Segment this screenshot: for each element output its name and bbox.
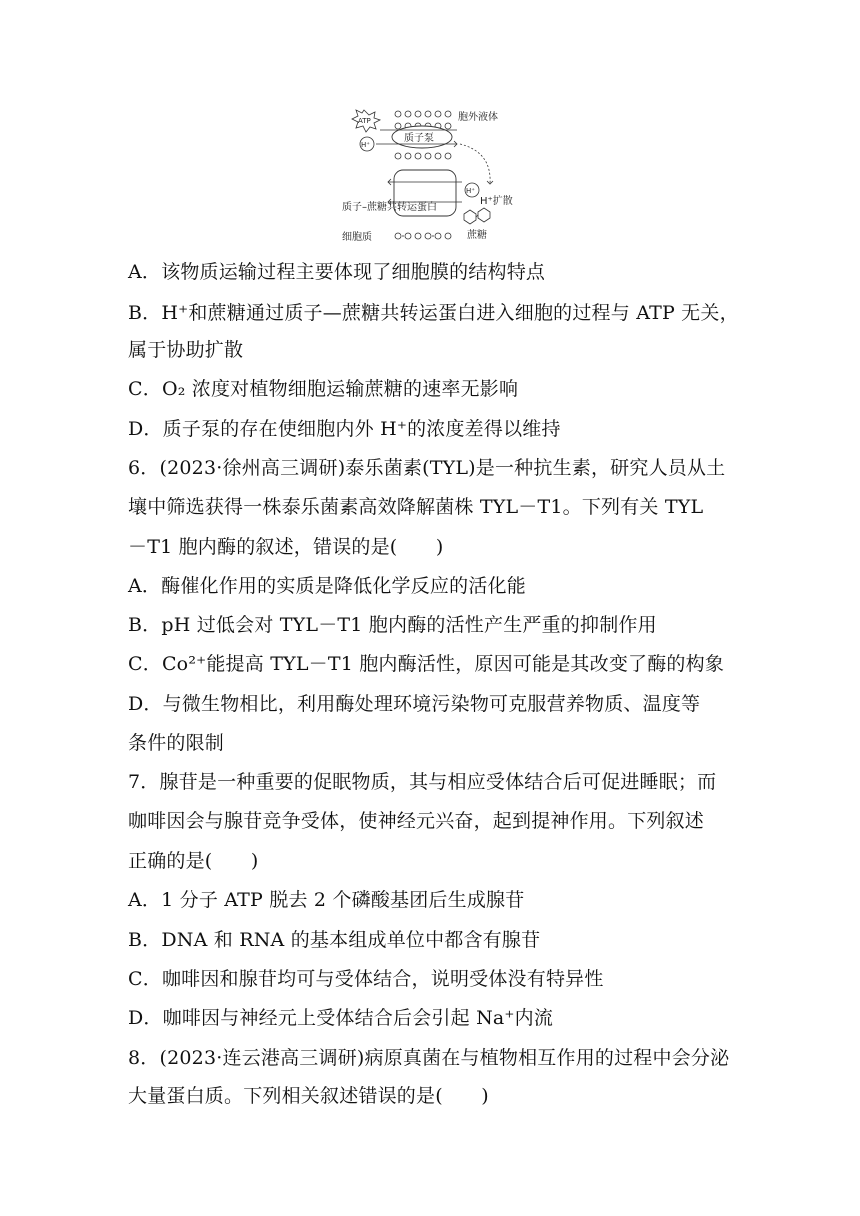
- atp-label: ATP: [358, 117, 371, 125]
- q5-option-d: D．质子泵的存在使细胞内外 H⁺的浓度差得以维持: [128, 418, 561, 440]
- q7-option-b: B．DNA 和 RNA 的基本组成单位中都含有腺苷: [128, 929, 541, 951]
- q5-option-b-cont: 属于协助扩散: [128, 339, 244, 361]
- q7-stem-line-3: 正确的是( ): [128, 850, 259, 872]
- q7-stem-line-2: 咖啡因会与腺苷竞争受体，使神经元兴奋，起到提神作用。下列叙述: [128, 810, 705, 832]
- q8-stem-line-1: 8．(2023·连云港高三调研)病原真菌在与植物相互作用的过程中会分泌: [128, 1047, 730, 1069]
- q6-stem-line-3: －T1 胞内酶的叙述，错误的是( ): [128, 536, 444, 558]
- q6-option-b: B．pH 过低会对 TYL－T1 胞内酶的活性产生严重的抑制作用: [128, 614, 657, 636]
- membrane-bottom-icon: [395, 233, 451, 239]
- q6-option-d-cont: 条件的限制: [128, 732, 225, 754]
- q5-option-b: B．H⁺和蔗糖通过质子—蔗糖共转运蛋白进入细胞的过程与 ATP 无关，: [128, 302, 739, 324]
- proton-pump-label: 质子泵: [404, 133, 434, 144]
- q6-option-c: C．Co²⁺能提高 TYL－T1 胞内酶活性，原因可能是其改变了酶的构象: [128, 653, 725, 675]
- q7-option-a: A．1 分子 ATP 脱去 2 个磷酸基团后生成腺苷: [128, 889, 525, 911]
- q6-option-a: A．酶催化作用的实质是降低化学反应的活化能: [128, 575, 526, 597]
- extracellular-label: 胞外液体: [458, 112, 498, 123]
- membrane-middle-icon: [395, 153, 451, 159]
- q5-option-a: A．该物质运输过程主要体现了细胞膜的结构特点: [128, 261, 546, 283]
- q6-option-d: D．与微生物相比，利用酶处理环境污染物可克服营养物质、温度等: [128, 693, 701, 715]
- sucrose-icon: [464, 208, 490, 224]
- q6-stem-line-1: 6．(2023·徐州高三调研)泰乐菌素(TYL)是一种抗生素，研究人员从土: [128, 457, 726, 479]
- q8-stem-line-2: 大量蛋白质。下列相关叙述错误的是( ): [128, 1085, 489, 1107]
- h-ion-left-label: H⁺: [361, 141, 370, 149]
- cotransporter-label: 质子–蔗糖共转运蛋白: [342, 202, 437, 213]
- h-ion-right-label: H⁺: [466, 187, 475, 195]
- cytoplasm-label: 细胞质: [342, 232, 372, 243]
- q7-stem-line-1: 7．腺苷是一种重要的促眠物质，其与相应受体结合后可促进睡眠；而: [128, 771, 717, 793]
- h-diffusion-label: H⁺扩散: [480, 196, 513, 207]
- q7-option-d: D．咖啡因与神经元上受体结合后会引起 Na⁺内流: [128, 1007, 554, 1029]
- q7-option-c: C．咖啡因和腺苷均可与受体结合，说明受体没有特异性: [128, 968, 604, 990]
- q5-option-c: C．O₂ 浓度对植物细胞运输蔗糖的速率无影响: [128, 378, 519, 400]
- membrane-transport-diagram: [342, 104, 532, 248]
- sucrose-label: 蔗糖: [467, 230, 487, 241]
- q6-stem-line-2: 壤中筛选获得一株泰乐菌素高效降解菌株 TYL－T1。下列有关 TYL: [128, 496, 704, 518]
